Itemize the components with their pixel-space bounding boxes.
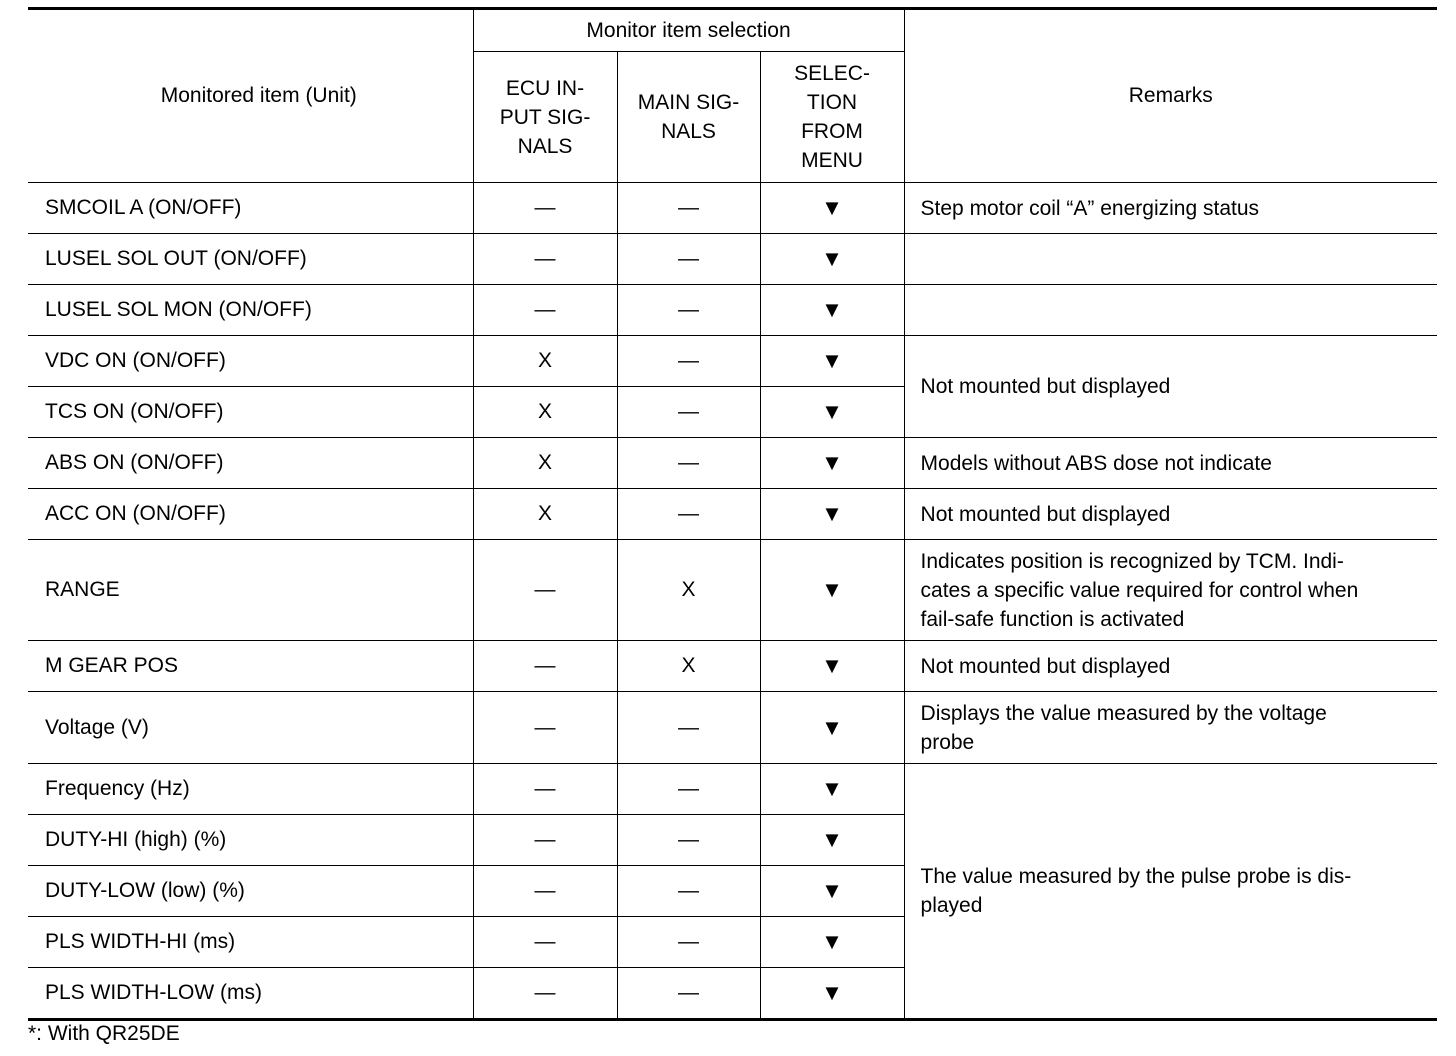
menu-cell: ▼ — [760, 489, 904, 540]
table-row — [28, 692, 1437, 764]
item-cell: TCS ON (ON/OFF) — [28, 387, 473, 438]
item-cell: PLS WIDTH-LOW (ms) — [28, 968, 473, 1020]
menu-cell: ▼ — [760, 815, 904, 866]
menu-cell: ▼ — [760, 234, 904, 285]
main-cell: X — [617, 641, 760, 692]
main-cell: — — [617, 815, 760, 866]
main-cell: — — [617, 917, 760, 968]
ecu-cell: — — [473, 866, 617, 917]
remark-cell: Not mounted but displayed — [904, 489, 1437, 540]
menu-cell: ▼ — [760, 764, 904, 815]
header-selection-from-menu: SELEC- TION FROM MENU — [760, 52, 904, 183]
remark-cell — [904, 285, 1437, 336]
menu-cell: ▼ — [760, 387, 904, 438]
ecu-cell: — — [473, 183, 617, 234]
item-cell: LUSEL SOL MON (ON/OFF) — [28, 285, 473, 336]
main-cell: — — [617, 438, 760, 489]
remark-cell: Not mounted but displayed — [904, 336, 1437, 438]
item-cell: DUTY-HI (high) (%) — [28, 815, 473, 866]
ecu-cell: — — [473, 968, 617, 1020]
header-monitor-item-selection: Monitor item selection — [473, 9, 904, 52]
item-cell: RANGE — [28, 540, 473, 641]
menu-cell: ▼ — [760, 866, 904, 917]
table-row — [28, 764, 1437, 815]
item-cell: PLS WIDTH-HI (ms) — [28, 917, 473, 968]
monitor-item-table — [28, 7, 1437, 1021]
main-cell: — — [617, 387, 760, 438]
ecu-cell: — — [473, 815, 617, 866]
table-row — [28, 540, 1437, 641]
table-row — [28, 234, 1437, 285]
ecu-cell: X — [473, 489, 617, 540]
remark-cell — [904, 234, 1437, 285]
table-row — [28, 183, 1437, 234]
remark-cell: The value measured by the pulse probe is dis- played — [904, 764, 1437, 1020]
item-cell: DUTY-LOW (low) (%) — [28, 866, 473, 917]
menu-cell: ▼ — [760, 285, 904, 336]
ecu-cell: X — [473, 336, 617, 387]
main-cell: — — [617, 692, 760, 764]
item-cell: ABS ON (ON/OFF) — [28, 438, 473, 489]
ecu-cell: — — [473, 692, 617, 764]
main-cell: — — [617, 968, 760, 1020]
footnote: *: With QR25DE — [28, 1022, 180, 1045]
header-ecu-input-signals: ECU IN- PUT SIG- NALS — [473, 52, 617, 183]
menu-cell: ▼ — [760, 540, 904, 641]
ecu-cell: — — [473, 540, 617, 641]
menu-cell: ▼ — [760, 917, 904, 968]
menu-cell: ▼ — [760, 183, 904, 234]
table-row — [28, 285, 1437, 336]
main-cell: — — [617, 234, 760, 285]
menu-cell: ▼ — [760, 336, 904, 387]
item-cell: Frequency (Hz) — [28, 764, 473, 815]
main-cell: — — [617, 285, 760, 336]
ecu-cell: X — [473, 387, 617, 438]
item-cell: M GEAR POS — [28, 641, 473, 692]
main-cell: X — [617, 540, 760, 641]
ecu-cell: — — [473, 234, 617, 285]
item-cell: LUSEL SOL OUT (ON/OFF) — [28, 234, 473, 285]
main-cell: — — [617, 764, 760, 815]
item-cell: VDC ON (ON/OFF) — [28, 336, 473, 387]
item-cell: ACC ON (ON/OFF) — [28, 489, 473, 540]
remark-cell: Step motor coil “A” energizing status — [904, 183, 1437, 234]
menu-cell: ▼ — [760, 641, 904, 692]
remark-cell: Displays the value measured by the voltage probe — [904, 692, 1437, 764]
menu-cell: ▼ — [760, 438, 904, 489]
table-row — [28, 336, 1437, 387]
menu-cell: ▼ — [760, 968, 904, 1020]
remark-cell: Not mounted but displayed — [904, 641, 1437, 692]
main-cell: — — [617, 183, 760, 234]
remark-cell: Indicates position is recognized by TCM. Indi- cates a specific value required for control when fail-safe function is activated — [904, 540, 1437, 641]
ecu-cell: — — [473, 764, 617, 815]
menu-cell: ▼ — [760, 692, 904, 764]
header-monitored-item: Monitored item (Unit) — [28, 9, 473, 183]
main-cell: — — [617, 489, 760, 540]
table-row — [28, 489, 1437, 540]
main-cell: — — [617, 336, 760, 387]
main-cell: — — [617, 866, 760, 917]
item-cell: Voltage (V) — [28, 692, 473, 764]
item-cell: SMCOIL A (ON/OFF) — [28, 183, 473, 234]
header-remarks: Remarks — [904, 9, 1437, 183]
header-main-signals: MAIN SIG- NALS — [617, 52, 760, 183]
ecu-cell: — — [473, 641, 617, 692]
ecu-cell: — — [473, 285, 617, 336]
table-row — [28, 438, 1437, 489]
ecu-cell: X — [473, 438, 617, 489]
table-row — [28, 641, 1437, 692]
ecu-cell: — — [473, 917, 617, 968]
remark-cell: Models without ABS dose not indicate — [904, 438, 1437, 489]
